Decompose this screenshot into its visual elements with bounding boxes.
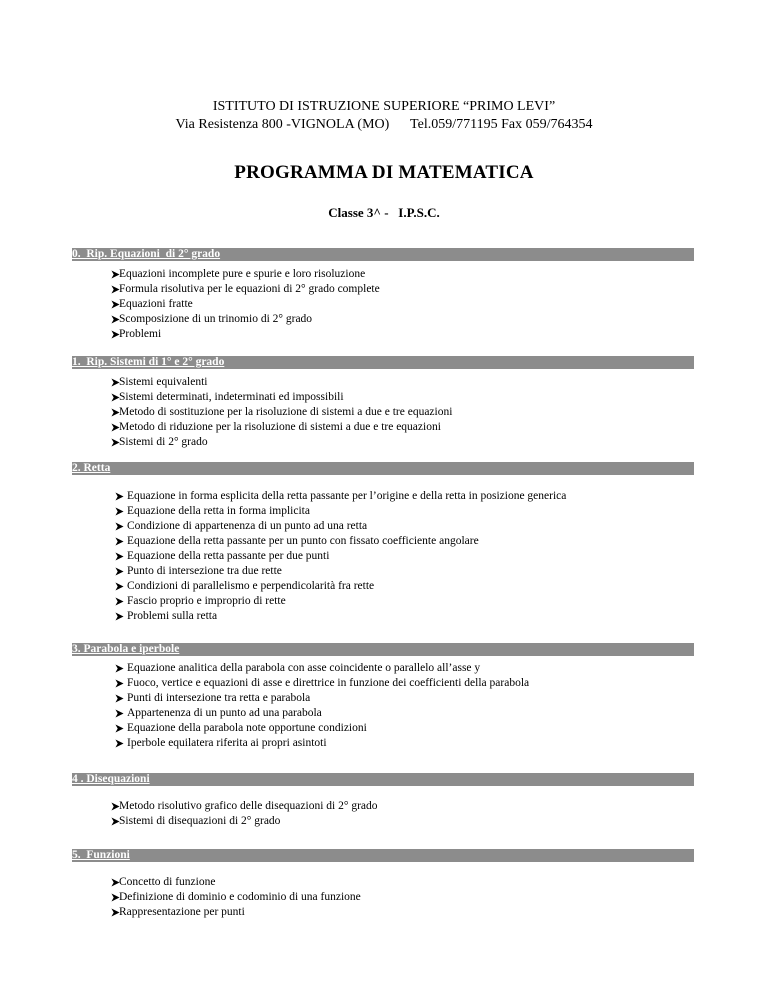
section-heading: 5. Funzioni bbox=[72, 849, 130, 861]
arrow-bullet-icon bbox=[115, 679, 124, 688]
section-item-list bbox=[72, 661, 694, 751]
arrow-bullet-icon bbox=[115, 597, 124, 606]
arrow-bullet-icon bbox=[115, 612, 124, 621]
list-item bbox=[72, 312, 694, 327]
list-item-text: Condizione di appartenenza di un punto ad una retta bbox=[127, 520, 368, 532]
list-item bbox=[72, 691, 694, 706]
list-item-text: Sistemi di disequazioni di 2° grado bbox=[119, 815, 281, 827]
list-item-text: Equazione della retta in forma implicita bbox=[127, 505, 310, 517]
list-item-text: Metodo di riduzione per la risoluzione di sistemi a due e tre equazioni bbox=[119, 421, 441, 433]
list-item bbox=[72, 390, 694, 405]
list-item bbox=[72, 297, 694, 312]
list-item-text: Sistemi determinati, indeterminati ed impossibili bbox=[119, 391, 344, 403]
list-item bbox=[72, 905, 694, 920]
list-item bbox=[72, 736, 694, 751]
list-item bbox=[72, 435, 694, 450]
list-item bbox=[72, 327, 694, 342]
list-item bbox=[72, 721, 694, 736]
arrow-bullet-icon bbox=[115, 739, 124, 748]
list-item-text: Condizioni di parallelismo e perpendicolarità fra rette bbox=[127, 580, 375, 592]
arrow-bullet-icon bbox=[115, 709, 124, 718]
section-heading-bar bbox=[72, 643, 694, 656]
list-item bbox=[72, 375, 694, 390]
list-item-text: Equazione analitica della parabola con asse coincidente o parallelo all’asse y bbox=[127, 662, 481, 674]
list-item-text: Equazione in forma esplicita della retta passante per l’origine e della retta in posizione generica bbox=[127, 490, 567, 502]
section-item-list bbox=[72, 489, 694, 624]
list-item-text: Equazioni fratte bbox=[119, 298, 193, 310]
section-heading-bar bbox=[72, 462, 694, 475]
section-heading-bar bbox=[72, 356, 694, 369]
arrow-bullet-icon bbox=[115, 582, 124, 591]
list-item-text: Sistemi equivalenti bbox=[119, 376, 208, 388]
list-item-text: Concetto di funzione bbox=[119, 876, 216, 888]
arrow-bullet-icon bbox=[115, 522, 124, 531]
section-item-list bbox=[72, 875, 694, 920]
list-item-text: Definizione di dominio e codominio di una funzione bbox=[119, 891, 361, 903]
section-4 bbox=[72, 773, 694, 829]
list-item bbox=[72, 504, 694, 519]
list-item bbox=[72, 282, 694, 297]
document-title: PROGRAMMA DI MATEMATICA bbox=[234, 162, 534, 183]
list-item bbox=[72, 890, 694, 905]
list-item bbox=[72, 489, 694, 504]
section-5 bbox=[72, 849, 694, 920]
list-item-text: Sistemi di 2° grado bbox=[119, 436, 208, 448]
list-item bbox=[72, 875, 694, 890]
section-heading-bar bbox=[72, 248, 694, 261]
arrow-bullet-icon bbox=[115, 567, 124, 576]
list-item-text: Metodo risolutivo grafico delle disequazioni di 2° grado bbox=[119, 800, 378, 812]
list-item-text: Iperbole equilatera riferita ai propri asintoti bbox=[127, 737, 327, 749]
list-item-text: Equazioni incomplete pure e spurie e loro risoluzione bbox=[119, 268, 366, 280]
section-item-list bbox=[72, 267, 694, 342]
section-heading: 4 . Disequazioni bbox=[72, 773, 150, 785]
list-item bbox=[72, 564, 694, 579]
list-item-text: Fascio proprio e improprio di rette bbox=[127, 595, 286, 607]
section-heading-bar bbox=[72, 849, 694, 862]
list-item-text: Metodo di sostituzione per la risoluzione di sistemi a due e tre equazioni bbox=[119, 406, 453, 418]
section-item-list bbox=[72, 375, 694, 450]
list-item-text: Appartenenza di un punto ad una parabola bbox=[127, 707, 322, 719]
list-item bbox=[72, 594, 694, 609]
section-heading: 1. Rip. Sistemi di 1° e 2° grado bbox=[72, 356, 225, 368]
list-item bbox=[72, 405, 694, 420]
list-item-text: Equazione della retta passante per due punti bbox=[127, 550, 330, 562]
list-item bbox=[72, 661, 694, 676]
arrow-bullet-icon bbox=[115, 537, 124, 546]
list-item bbox=[72, 549, 694, 564]
list-item bbox=[72, 519, 694, 534]
arrow-bullet-icon bbox=[115, 664, 124, 673]
list-item bbox=[72, 706, 694, 721]
list-item bbox=[72, 799, 694, 814]
list-item-text: Problemi sulla retta bbox=[127, 610, 218, 622]
list-item bbox=[72, 814, 694, 829]
list-item bbox=[72, 420, 694, 435]
school-address: Via Resistenza 800 -VIGNOLA (MO) Tel.059/771195 Fax 059/764354 bbox=[175, 117, 593, 132]
list-item-text: Scomposizione di un trinomio di 2° grado bbox=[119, 313, 313, 325]
list-item-text: Punti di intersezione tra retta e parabola bbox=[127, 692, 311, 704]
list-item-text: Rappresentazione per punti bbox=[119, 906, 245, 918]
document-subtitle: Classe 3^ - I.P.S.C. bbox=[328, 205, 440, 220]
arrow-bullet-icon bbox=[115, 552, 124, 561]
section-0 bbox=[72, 248, 694, 342]
list-item-text: Equazione della parabola note opportune condizioni bbox=[127, 722, 367, 734]
school-header bbox=[0, 98, 768, 134]
list-item bbox=[72, 534, 694, 549]
section-heading-bar bbox=[72, 773, 694, 786]
list-item bbox=[72, 676, 694, 691]
arrow-bullet-icon bbox=[115, 724, 124, 733]
list-item-text: Problemi bbox=[119, 328, 162, 340]
section-1 bbox=[72, 356, 694, 450]
arrow-bullet-icon bbox=[115, 492, 124, 501]
school-name: ISTITUTO DI ISTRUZIONE SUPERIORE “PRIMO LEVI” bbox=[212, 99, 556, 114]
section-heading: 0. Rip. Equazioni di 2° grado bbox=[72, 248, 221, 260]
list-item-text: Fuoco, vertice e equazioni di asse e direttrice in funzione dei coefficienti della parabola bbox=[127, 677, 530, 689]
section-heading: 3. Parabola e iperbole bbox=[72, 643, 180, 655]
list-item-text: Punto di intersezione tra due rette bbox=[127, 565, 282, 577]
arrow-bullet-icon bbox=[115, 507, 124, 516]
section-2 bbox=[72, 462, 694, 624]
arrow-bullet-icon bbox=[115, 694, 124, 703]
list-item-text: Formula risolutiva per le equazioni di 2° grado complete bbox=[119, 283, 380, 295]
list-item bbox=[72, 609, 694, 624]
list-item bbox=[72, 267, 694, 282]
section-item-list bbox=[72, 799, 694, 829]
list-item-text: Equazione della retta passante per un punto con fissato coefficiente angolare bbox=[127, 535, 479, 547]
section-3 bbox=[72, 643, 694, 751]
section-heading: 2. Retta bbox=[72, 462, 111, 474]
list-item bbox=[72, 579, 694, 594]
